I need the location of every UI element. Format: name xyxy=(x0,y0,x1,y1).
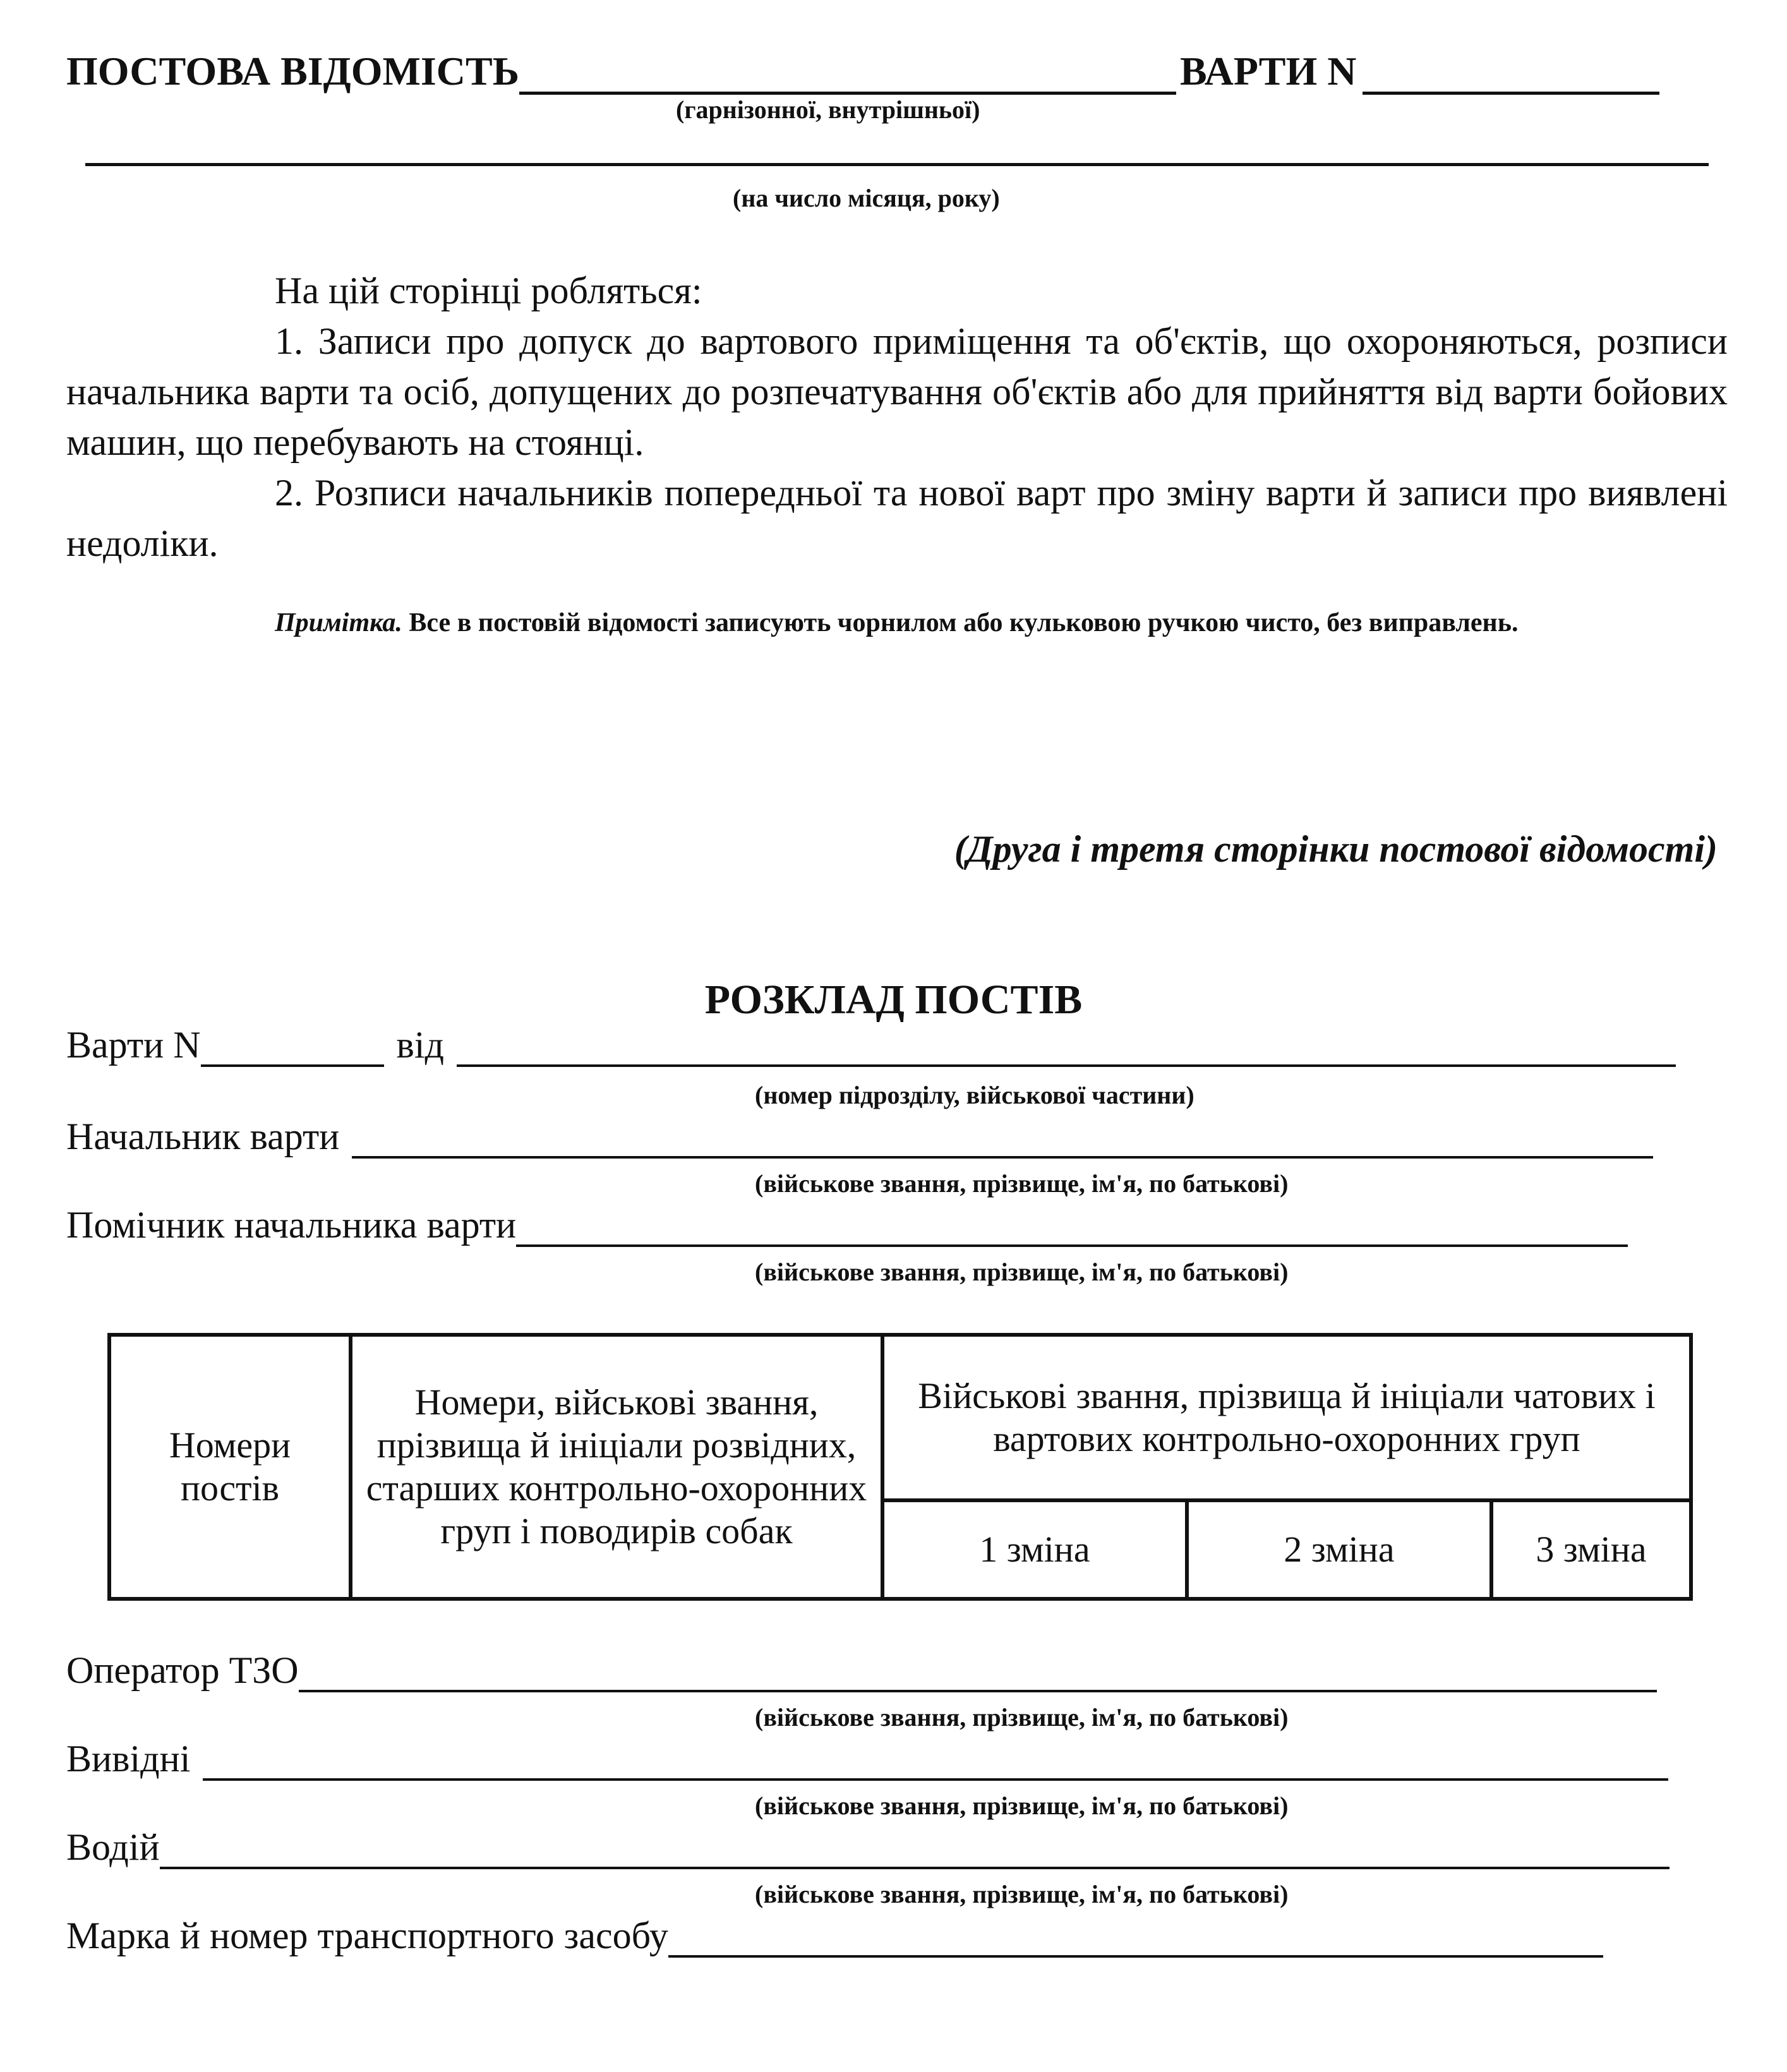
header-rounds-cell: Номери, військові звання, прізвища й ініціали розвідних, старших контрольно-охоронних груп і поводирів собак xyxy=(351,1335,882,1599)
header-posts-cell: Номери постів xyxy=(109,1335,351,1599)
escort-label: Вивідні xyxy=(66,1738,191,1780)
schedule-from-label: від xyxy=(396,1024,445,1066)
pages-subtitle: (Друга і третя сторінки постової відомості) xyxy=(954,828,1718,870)
date-blank[interactable] xyxy=(85,163,1709,166)
guard-row xyxy=(66,1023,1676,1067)
header-row xyxy=(66,38,1709,95)
posts-table xyxy=(107,1333,1693,1601)
note-text: Все в постовій відомості записують чорнилом або кульковою ручкою чисто, без виправлень. xyxy=(402,608,1519,637)
assistant-label: Помічник начальника варти xyxy=(66,1204,517,1246)
schedule-guard-label: Варти N xyxy=(66,1024,201,1066)
escort-blank[interactable] xyxy=(203,1742,1668,1781)
vehicle-label: Марка й номер транспортного засобу xyxy=(66,1915,668,1956)
intro-heading: На цій сторінці робляться: xyxy=(275,270,702,311)
driver-caption: (військове звання, прізвище, ім'я, по батькові) xyxy=(755,1880,1289,1908)
operator-label: Оператор ТЗО xyxy=(66,1649,299,1691)
assistant-blank[interactable] xyxy=(516,1208,1628,1247)
escort-caption: (військове звання, прізвище, ім'я, по батькові) xyxy=(755,1792,1289,1820)
operator-row xyxy=(66,1649,1657,1692)
operator-caption: (військове звання, прізвище, ім'я, по батькові) xyxy=(755,1703,1289,1732)
shift-2-cell: 2 зміна xyxy=(1187,1500,1491,1599)
driver-row xyxy=(66,1826,1670,1869)
note-lead: Примітка. xyxy=(275,608,402,637)
driver-blank[interactable] xyxy=(160,1830,1670,1869)
escort-row xyxy=(66,1737,1668,1781)
shift-3-cell: 3 зміна xyxy=(1491,1500,1691,1599)
chief-caption: (військове звання, прізвище, ім'я, по батькові) xyxy=(755,1169,1289,1198)
table-header-row xyxy=(109,1335,1691,1500)
date-caption: (на число місяця, року) xyxy=(733,184,1000,212)
unit-blank[interactable] xyxy=(457,1028,1676,1067)
chief-blank[interactable] xyxy=(352,1119,1653,1159)
unit-caption: (номер підрозділу, військової частини) xyxy=(755,1081,1194,1109)
document-title: ПОСТОВА ВІДОМІСТЬ xyxy=(66,49,519,93)
note-paragraph xyxy=(66,603,1728,642)
intro-item-2: 2. Розписи начальників попередньої та нової варт про зміну варти й записи про виявлені недоліки. xyxy=(66,472,1728,564)
guard-type-caption: (гарнізонної, внутрішньої) xyxy=(676,95,980,124)
schedule-guard-number-blank[interactable] xyxy=(201,1028,384,1067)
assistant-caption: (військове звання, прізвище, ім'я, по батькові) xyxy=(755,1258,1289,1286)
schedule-title: РОЗКЛАД ПОСТІВ xyxy=(704,977,1083,1023)
guard-number-label: ВАРТИ N xyxy=(1180,49,1357,93)
vehicle-row xyxy=(66,1914,1603,1958)
vehicle-blank[interactable] xyxy=(668,1918,1603,1958)
chief-row xyxy=(66,1115,1653,1159)
guard-number-blank[interactable] xyxy=(1363,52,1659,95)
operator-blank[interactable] xyxy=(299,1653,1657,1692)
assistant-row xyxy=(66,1203,1628,1247)
driver-label: Водій xyxy=(66,1826,160,1868)
chief-label: Начальник варти xyxy=(66,1116,340,1157)
intro-item-1: 1. Записи про допуск до вартового приміщення та об'єктів, що охороняються, розписи начальника варти та осіб, допущених до розпечатування об'єктів або для прийняття від варти бойових машин, що перебувають на стоянці. xyxy=(66,320,1728,463)
guard-type-blank[interactable] xyxy=(519,52,1176,95)
header-guards-cell: Військові звання, прізвища й ініціали чатових і вартових контрольно-охоронних груп xyxy=(882,1335,1691,1500)
shift-1-cell: 1 зміна xyxy=(882,1500,1187,1599)
